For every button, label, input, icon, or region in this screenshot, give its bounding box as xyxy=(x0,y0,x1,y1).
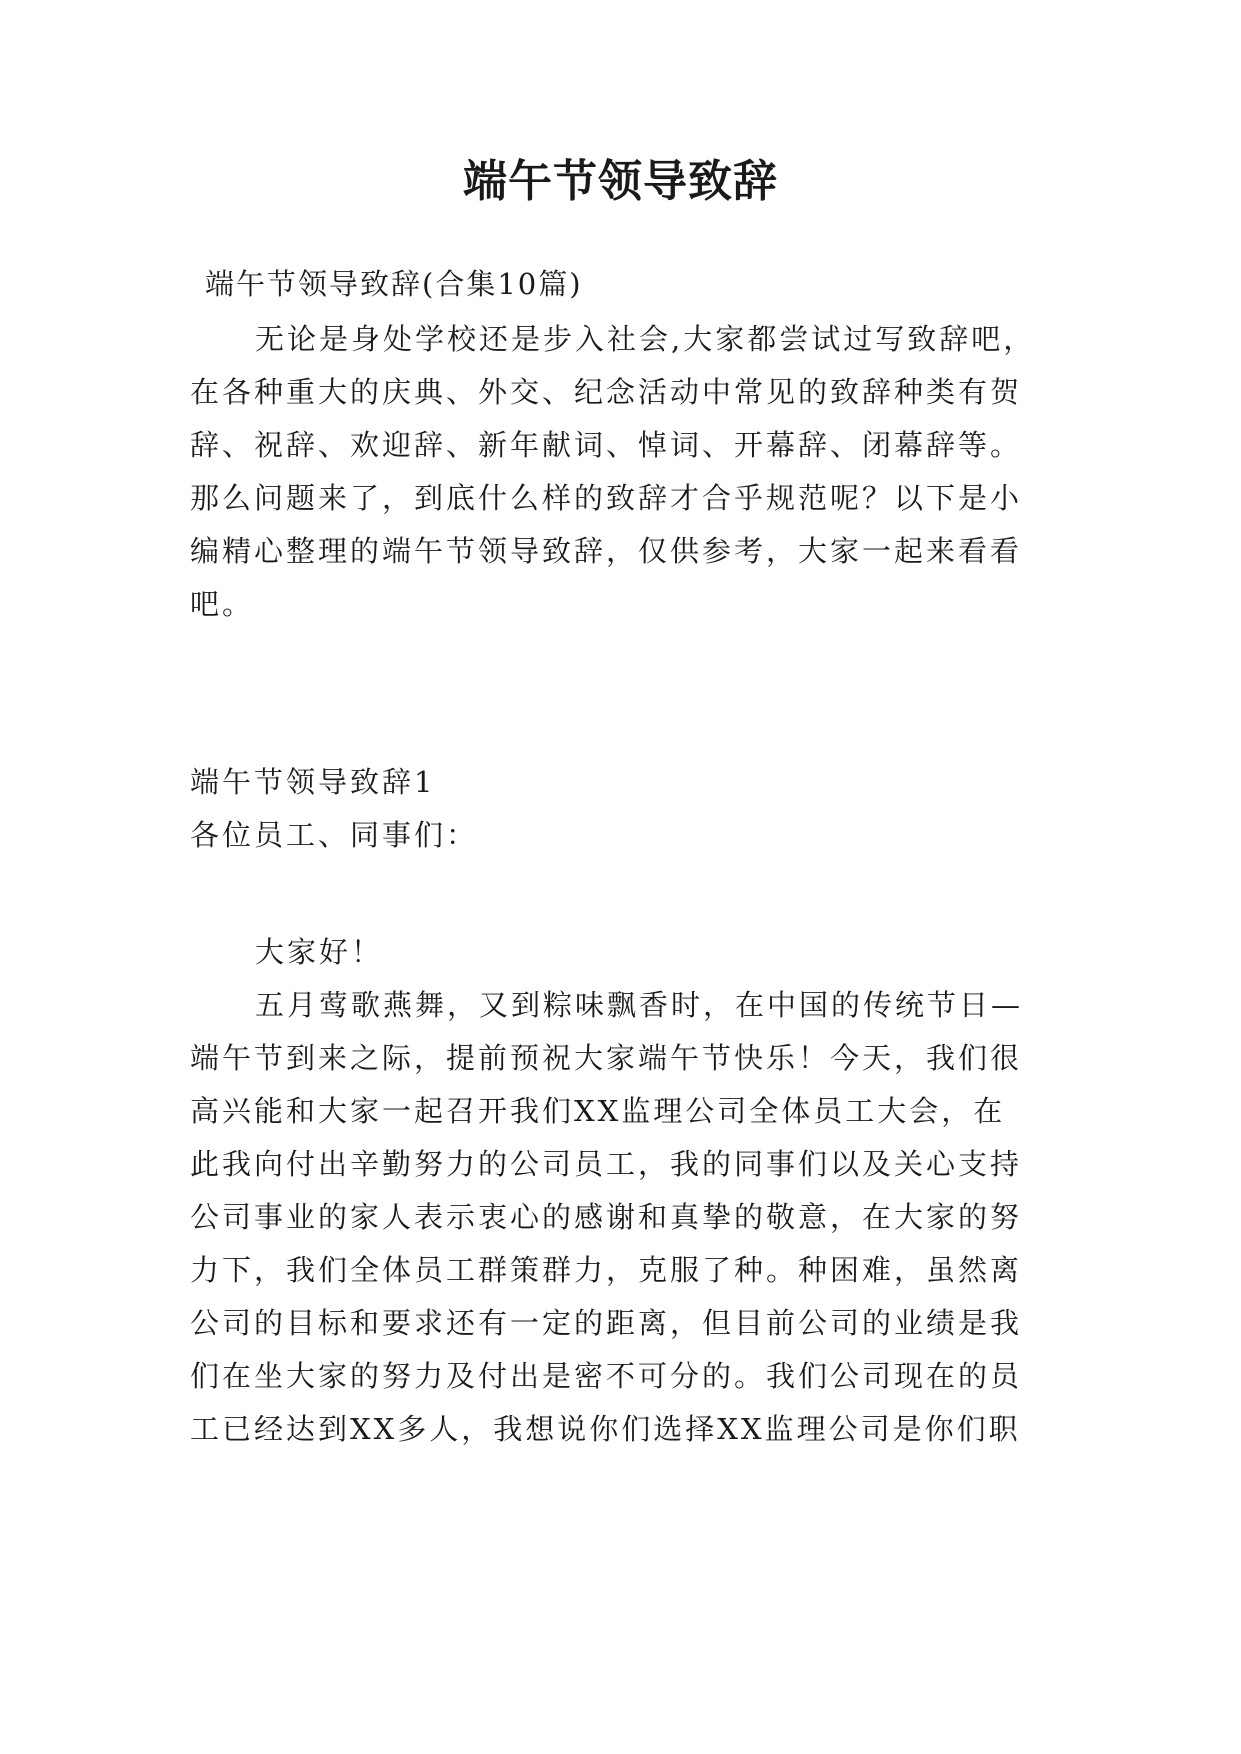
salutation: 各位员工、同事们： xyxy=(190,818,479,852)
section-heading: 端午节领导致辞1 xyxy=(190,765,436,799)
intro-line: 辞、祝辞、欢迎辞、新年献词、悼词、开幕辞、闭幕辞等。 xyxy=(190,428,1023,462)
body-line: 公司的目标和要求还有一定的距离，但目前公司的业绩是我 xyxy=(190,1306,1023,1340)
body-line: 们在坐大家的努力及付出是密不可分的。我们公司现在的员 xyxy=(190,1359,1023,1393)
greeting: 大家好！ xyxy=(255,935,384,969)
body-line: 力下，我们全体员工群策群力，克服了种。种困难，虽然离 xyxy=(190,1253,1023,1287)
body-line: 端午节到来之际，提前预祝大家端午节快乐！今天，我们很 xyxy=(190,1041,1023,1075)
intro-line: 编精心整理的端午节领导致辞，仅供参考，大家一起来看看 xyxy=(190,534,1023,568)
body-line: 公司事业的家人表示衷心的感谢和真挚的敬意，在大家的努 xyxy=(190,1200,1023,1234)
body-line: 工已经达到XX多人，我想说你们选择XX监理公司是你们职 xyxy=(190,1412,1021,1446)
body-line: 五月莺歌燕舞，又到粽味飘香时，在中国的传统节日— xyxy=(255,988,1024,1022)
document-subtitle: 端午节领导致辞(合集10篇) xyxy=(205,267,583,301)
intro-line: 吧。 xyxy=(190,587,255,621)
body-line: 高兴能和大家一起召开我们XX监理公司全体员工大会，在 xyxy=(190,1094,1006,1128)
body-line: 此我向付出辛勤努力的公司员工，我的同事们以及关心支持 xyxy=(190,1147,1023,1181)
intro-line: 那么问题来了，到底什么样的致辞才合乎规范呢？以下是小 xyxy=(190,481,1023,515)
intro-line: 在各种重大的庆典、外交、纪念活动中常见的致辞种类有贺 xyxy=(190,375,1023,409)
intro-line: 无论是身处学校还是步入社会,大家都尝试过写致辞吧， xyxy=(255,322,1036,356)
document-title: 端午节领导致辞 xyxy=(463,156,778,207)
